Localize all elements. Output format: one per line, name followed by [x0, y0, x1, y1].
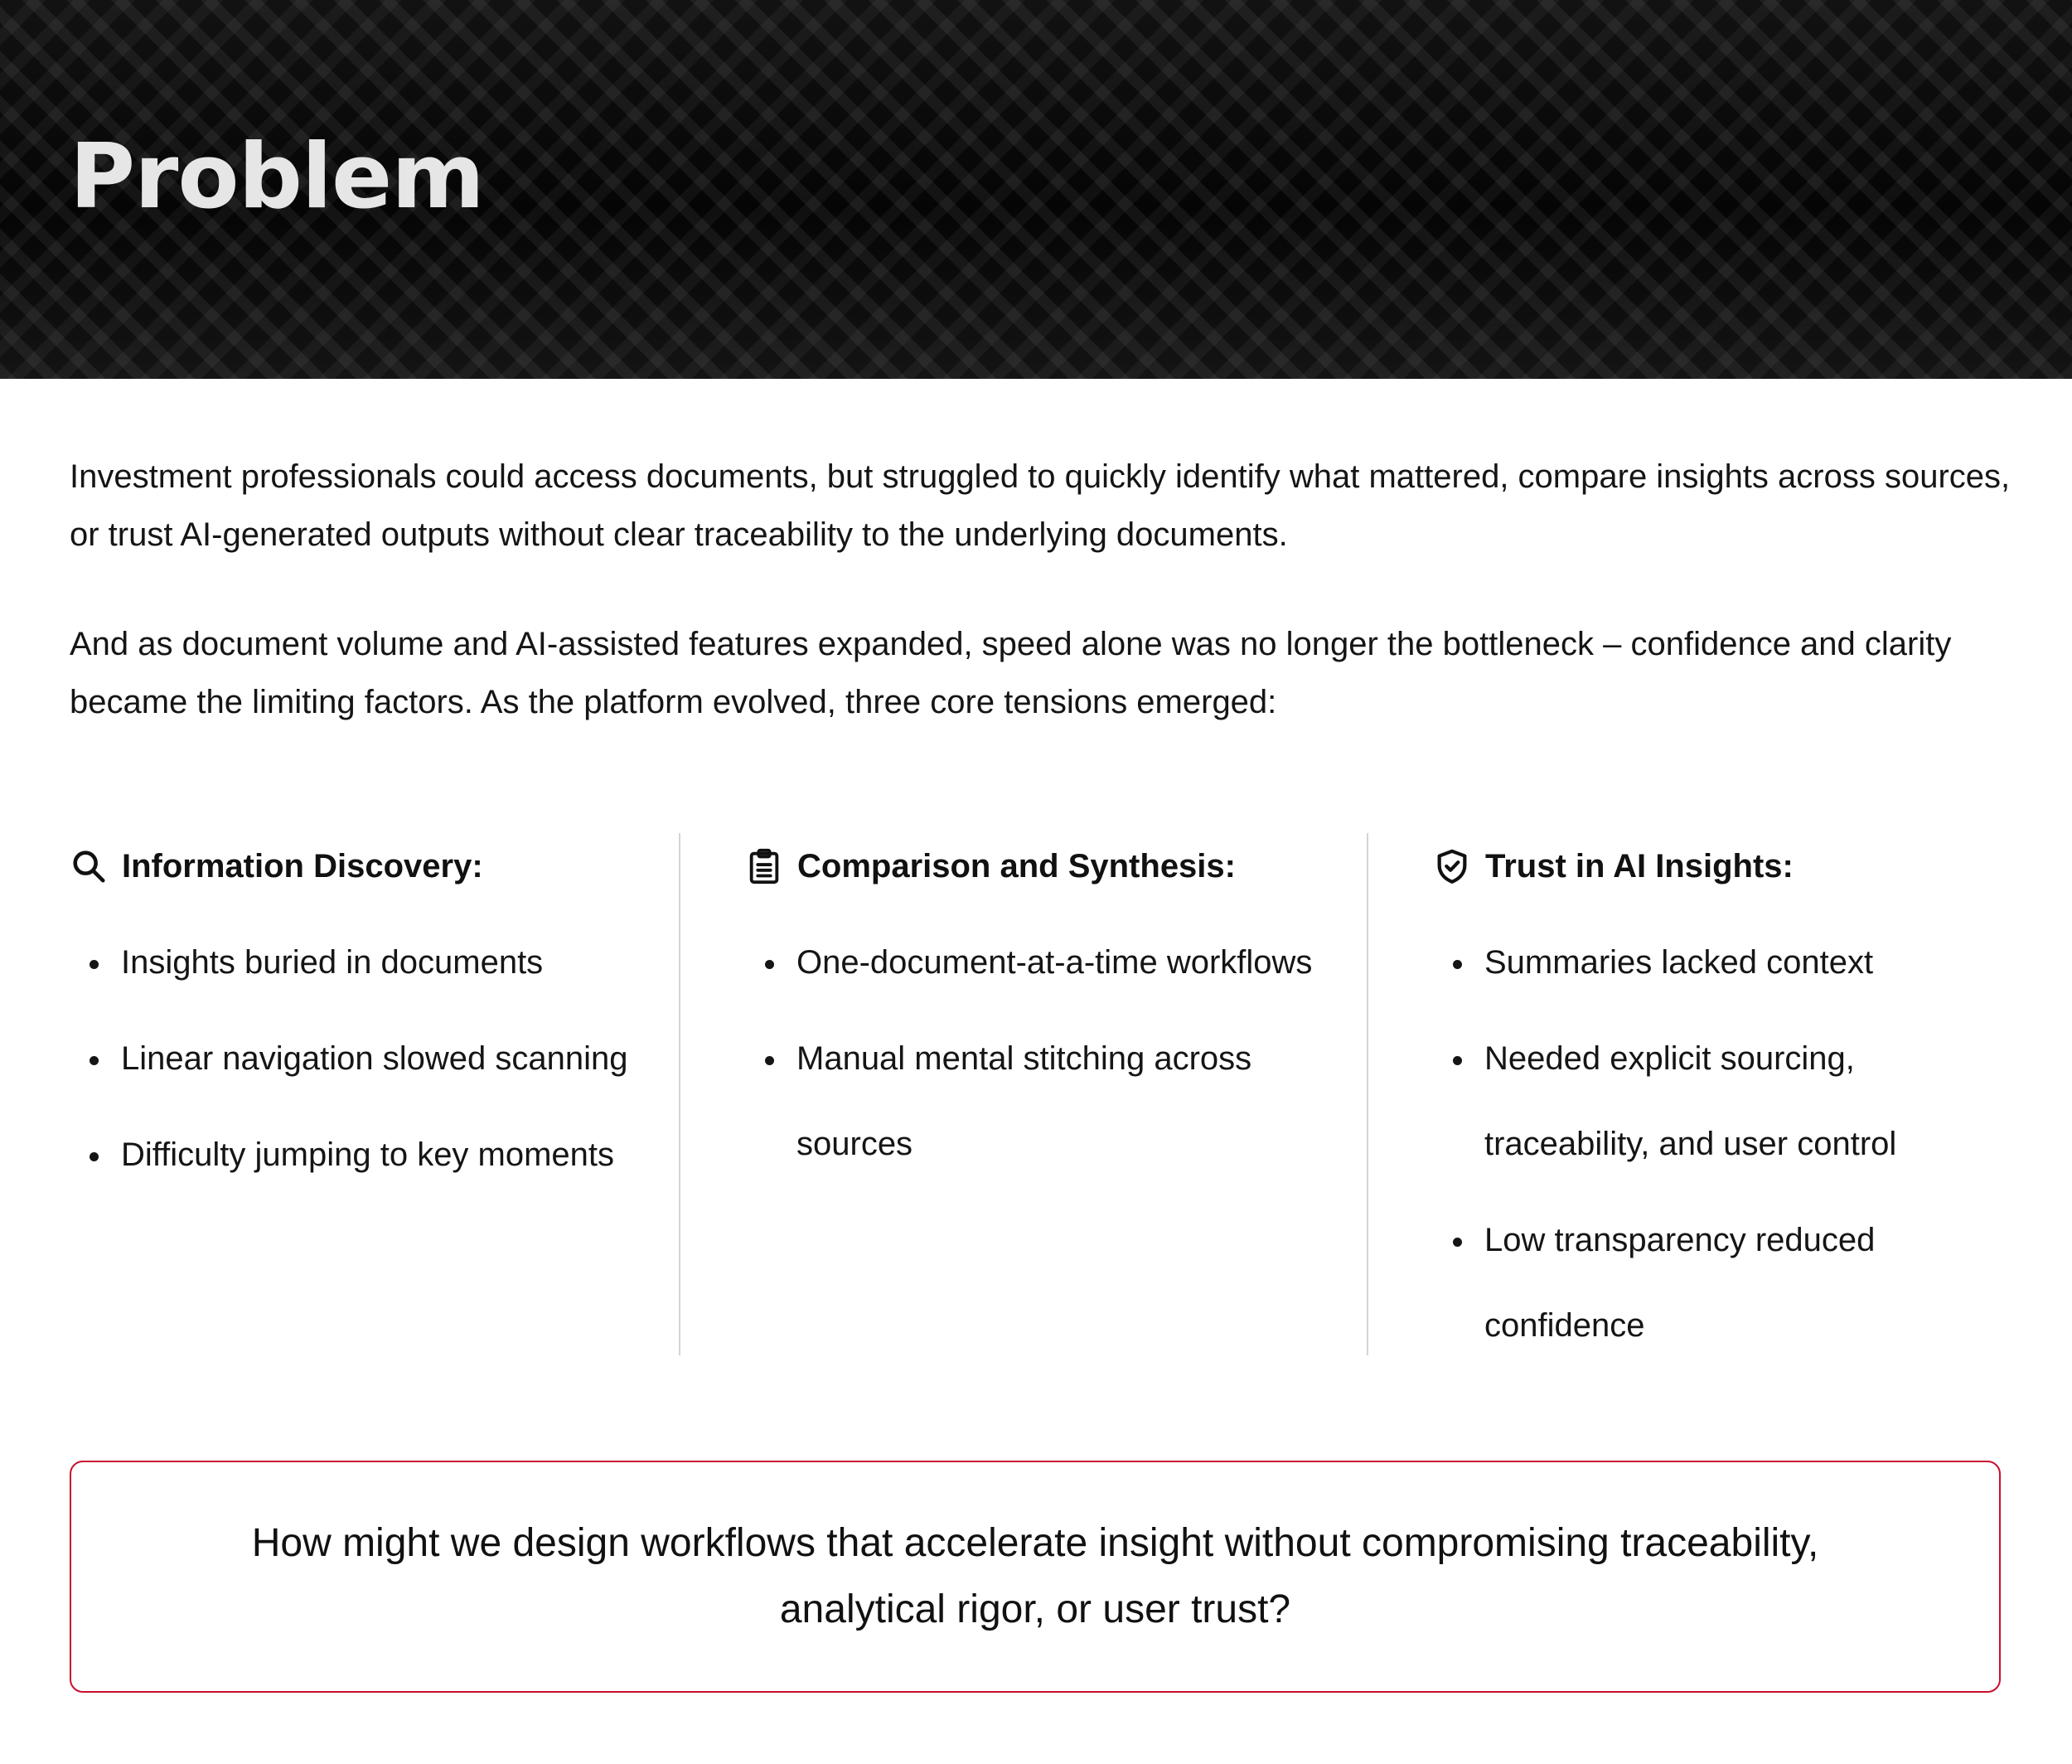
column-heading: Information Discovery:	[122, 847, 483, 884]
how-might-we-question: How might we design workflows that accelerate insight without compromising traceability, analytical rigor, or user trust?	[251, 1521, 1819, 1631]
clipboard-icon	[745, 847, 783, 885]
column-header	[745, 837, 1375, 895]
list-item: Summaries lacked context	[1484, 920, 2013, 1006]
column-header	[70, 837, 679, 895]
column-divider	[1367, 833, 1368, 1355]
column-heading: Trust in AI Insights:	[1485, 847, 1794, 884]
column-header	[1433, 837, 2013, 895]
list-item: One-document-at-a-time workflows	[796, 920, 1375, 1006]
list-item: Manual mental stitching across sources	[796, 1016, 1375, 1187]
hero-banner	[0, 0, 2072, 379]
tensions-columns	[70, 833, 2009, 1355]
page-title: Problem	[70, 125, 484, 229]
column-trust-ai-insights	[1433, 833, 2013, 1355]
how-might-we-callout	[70, 1461, 2001, 1693]
column-divider	[679, 833, 680, 1355]
bullet-list	[70, 920, 679, 1198]
intro-section	[70, 448, 2017, 783]
list-item: Linear navigation slowed scanning	[121, 1016, 679, 1102]
column-comparison-synthesis	[745, 833, 1375, 1355]
intro-paragraph: Investment professionals could access documents, but struggled to quickly identify what mattered, compare insights across sources, or trust AI-generated outputs without clear traceability to the underlying documents.	[70, 458, 2011, 553]
list-item: Insights buried in documents	[121, 920, 679, 1006]
bullet-list	[745, 920, 1375, 1187]
intro-paragraph: And as document volume and AI-assisted features expanded, speed alone was no longer the bottleneck – confidence and clarity became the limiting factors. As the platform evolved, three core tensions emerged:	[70, 626, 1952, 720]
bullet-list	[1433, 920, 2013, 1369]
column-information-discovery	[70, 833, 679, 1355]
search-icon	[70, 847, 108, 885]
list-item: Needed explicit sourcing, traceability, and user control	[1484, 1016, 2013, 1187]
list-item: Difficulty jumping to key moments	[121, 1112, 679, 1198]
shield-check-icon	[1433, 847, 1471, 885]
column-heading: Comparison and Synthesis:	[797, 847, 1236, 884]
list-item: Low transparency reduced confidence	[1484, 1198, 2013, 1369]
